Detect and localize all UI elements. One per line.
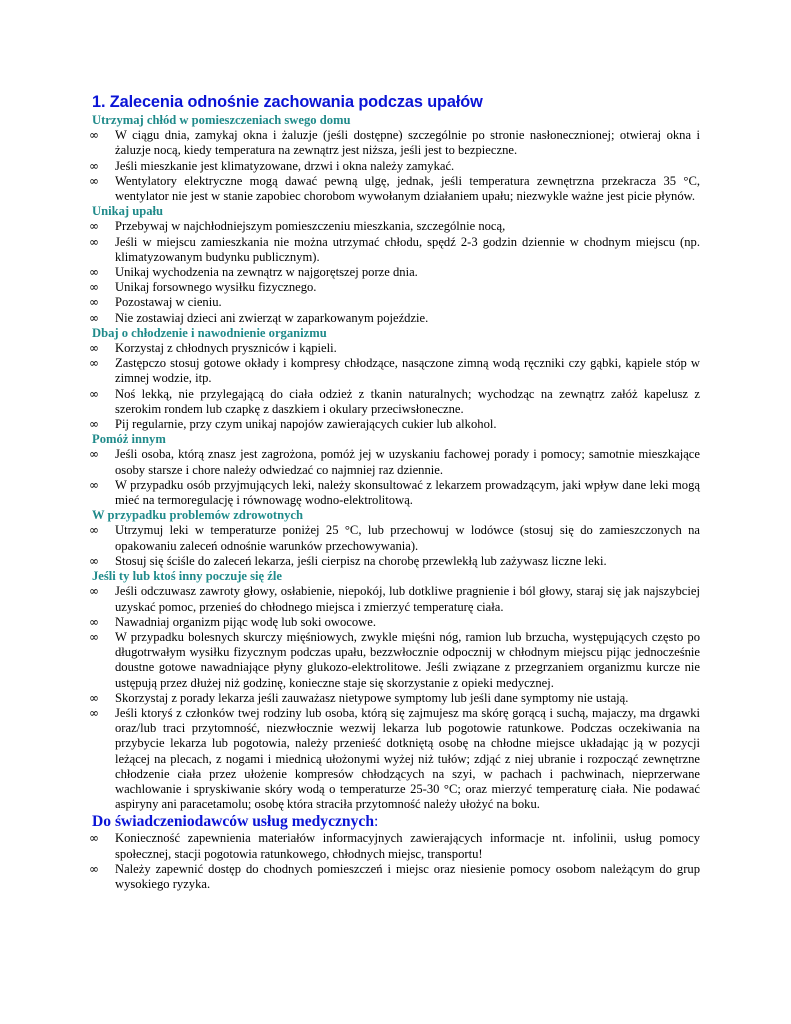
bullet-icon: ∞: [89, 341, 99, 356]
bullet-icon: ∞: [89, 386, 99, 401]
list-item: ∞ W ciągu dnia, zamykaj okna i żaluzje (jeśli dostępne) szczególnie po stronie nasłonecznionej; otwieraj okna i żaluzje nocą, kiedy temperatura na zewnątrz jest niższa, jeśli jest to bezpieczne.: [89, 128, 700, 158]
bullet-icon: ∞: [89, 523, 99, 538]
list-item: ∞ Jeśli odczuwasz zawroty głowy, osłabienie, niepokój, lub dotkliwe pragnienie i ból głowy, staraj się jak najszybciej uzyskać pomoc, przenieś do chłodnego miejsca i zmierzyć temperaturę ciała.: [89, 584, 700, 614]
section-heading-help-others: Pomóż innym: [92, 432, 166, 447]
list-item: ∞ Jeśli ktoryś z członków twej rodziny lub osoba, którą się zajmujesz ma skórę gorącą i suchą, majaczy, ma drgawki oraz/lub traci przytomność, niezwłocznie wezwij lekarza lub pogotowie ratunkowe. Podczas oczekiwania na przybycie lekarza lub pogotowia, należy przenieść dotkniętą osobę na chłodne miejsce układając ją w pozycji leżącej na plecach, z nogami i miednicą ułożonymi wyżej niż tułów; zdjąć z niej ubranie i rozpocząć zewnętrzne chłodzenie ciała przez ułożenie kompresów chłodzących na szyi, w pachach i pachwinach, nieprzerwane wachlowanie i spryskiwanie skóry wodą o temperaturze 25-30 °C; oraz mierzyć temperaturę ciała. Nie podawać aspiryny ani paracetamolu; osobę która straciła przytomność należy ułożyć na boku.: [89, 705, 700, 812]
section-heading-cooling-hydration: Dbaj o chłodzenie i nawodnienie organizmu: [92, 325, 327, 340]
list-item: ∞ Należy zapewnić dostęp do chodnych pomieszczeń i miejsc oraz niesienie pomocy osobom należącym do grup wysokiego ryzyka.: [89, 861, 700, 891]
document-title: 1. Zalecenia odnośnie zachowania podczas upałów: [92, 93, 483, 111]
list-item: ∞ Noś lekką, nie przylegającą do ciała odzież z tkanin naturalnych; wychodząc na zewnątrz załóż kapelusz z szerokim rondem lub czapkę z daszkiem i okulary przeciwsłoneczne.: [89, 386, 700, 416]
document-page: [89, 92, 700, 892]
list-health-problems: [89, 523, 700, 569]
list-item: ∞ Utrzymuj leki w temperaturze poniżej 25 °C, lub przechowuj w lodówce (stosuj się do zamieszczonych na opakowaniu zaleceń odnośnie warunków przechowywania).: [89, 523, 700, 553]
section-heading-cool-home: Utrzymaj chłód w pomieszczeniach swego domu: [92, 113, 351, 127]
bullet-icon: ∞: [89, 219, 99, 234]
list-feeling-unwell: [89, 584, 700, 812]
bullet-icon: ∞: [89, 417, 99, 432]
list-item: ∞ Przebywaj w najchłodniejszym pomieszczeniu mieszkania, szczególnie nocą,: [89, 219, 506, 234]
list-item: ∞ Unikaj forsownego wysiłku fizycznego.: [89, 280, 317, 295]
bullet-icon: ∞: [89, 158, 99, 173]
providers-heading: Do świadczeniodawców usług medycznych:: [92, 813, 379, 831]
list-item: ∞ Jeśli w miejscu zamieszkania nie można utrzymać chłodu, spędź 2-3 godzin dziennie w chodnym miejscu (np. klimatyzowanym budynku publicznym).: [89, 234, 700, 264]
list-item: ∞ Konieczność zapewnienia materiałów informacyjnych zawierających informacje nt. infolinii, usług pomocy społecznej, stacji pogotowia ratunkowego, chłodnych miejsc, transportu!: [89, 831, 700, 861]
list-item: ∞ Nie zostawiaj dzieci ani zwierząt w zaparkowanym pojeździe.: [89, 310, 429, 325]
bullet-icon: ∞: [89, 861, 99, 876]
bullet-icon: ∞: [89, 173, 99, 188]
list-item: ∞ Jeśli mieszkanie jest klimatyzowane, drzwi i okna należy zamykać.: [89, 158, 455, 173]
bullet-icon: ∞: [89, 280, 99, 295]
bullet-icon: ∞: [89, 295, 99, 310]
list-item: ∞ Stosuj się ściśle do zaleceń lekarza, jeśli cierpisz na chorobę przewlekłą lub zażywasz liczne leki.: [89, 553, 607, 568]
list-item: ∞ Unikaj wychodzenia na zewnątrz w najgorętszej porze dnia.: [89, 265, 418, 280]
section-heading-avoid-heat: Unikaj upału: [92, 204, 164, 219]
list-item: ∞ Skorzystaj z porady lekarza jeśli zauważasz nietypowe symptomy lub jeśli dane symptomy nie ustają.: [89, 690, 629, 705]
list-providers: [89, 831, 700, 892]
list-cooling-hydration: [89, 341, 700, 432]
bullet-icon: ∞: [89, 310, 99, 325]
list-item: ∞ Wentylatory elektryczne mogą dawać pewną ulgę, jednak, jeśli temperatura zewnętrzna przekracza 35 °C, wentylator nie jest w stanie zapobiec chorobom wywołanym działaniem upału; niezwykle ważne jest picie płynów.: [89, 173, 700, 204]
bullet-icon: ∞: [89, 265, 99, 280]
bullet-icon: ∞: [89, 690, 99, 705]
bullet-icon: ∞: [89, 629, 99, 644]
bullet-icon: ∞: [89, 477, 99, 492]
bullet-icon: ∞: [89, 831, 99, 846]
list-item: ∞ Pozostawaj w cieniu.: [89, 295, 222, 310]
list-item: ∞ W przypadku osób przyjmujących leki, należy skonsultować z lekarzem prowadzącym, jaki wpływ dane leki mogą mieć na termoregulację i równowagę wodno-elektrolitową.: [89, 477, 700, 508]
bullet-icon: ∞: [89, 584, 99, 599]
list-item: ∞ Nawadniaj organizm pijąc wodę lub soki owocowe.: [89, 614, 377, 629]
list-item: ∞ Jeśli osoba, którą znasz jest zagrożona, pomóż jej w uzyskaniu fachowej porady i pomocy; samotnie mieszkające osoby starsze i chore należy odwiedzać co najmniej raz dziennie.: [89, 447, 700, 477]
bullet-icon: ∞: [89, 553, 99, 568]
list-item: ∞ Korzystaj z chłodnych pryszniców i kąpieli.: [89, 341, 337, 356]
section-heading-feeling-unwell: Jeśli ty lub ktoś inny poczuje się źle: [92, 569, 282, 584]
list-help-others: [89, 447, 700, 508]
bullet-icon: ∞: [89, 705, 99, 720]
list-cool-home: [89, 128, 700, 204]
bullet-icon: ∞: [89, 356, 99, 371]
list-item: ∞ Pij regularnie, przy czym unikaj napojów zawierających cukier lub alkohol.: [89, 417, 497, 432]
bullet-icon: ∞: [89, 614, 99, 629]
list-item: ∞ W przypadku bolesnych skurczy mięśniowych, zwykle mięśni nóg, ramion lub brzucha, występujących często po długotrwałym wysiłku fizycznym podczas upału, bezzwłocznie odpocznij w chłodnym miejscu pijąc jednocześnie doustne gotowe nawadniające płyny glukozo-elektrolitowe. Jeśli związane z przegrzaniem organizmu kurcze nie ustępują przez dłużej niż godzinę, konieczne staje się skorzystanie z opieki medycznej.: [89, 629, 700, 690]
list-avoid-heat: [89, 219, 700, 325]
list-item: ∞ Zastępczo stosuj gotowe okłady i kompresy chłodzące, nasączone zimną wodą ręczniki czy gąbki, kąpiele stóp w zimnej wodzie, itp.: [89, 356, 700, 386]
section-heading-health-problems: W przypadku problemów zdrowotnych: [92, 508, 303, 523]
bullet-icon: ∞: [89, 447, 99, 462]
bullet-icon: ∞: [89, 234, 99, 249]
bullet-icon: ∞: [89, 128, 99, 143]
